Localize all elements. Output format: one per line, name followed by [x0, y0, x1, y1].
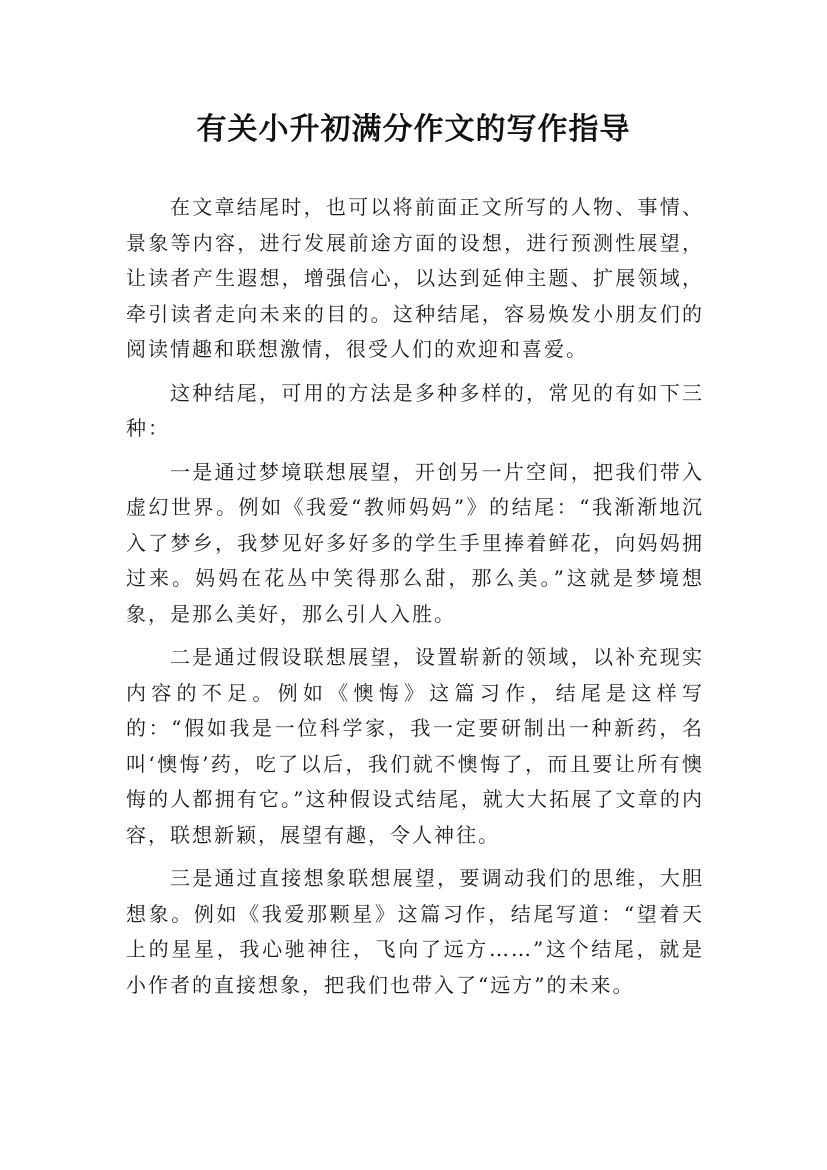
paragraph-methods: 这种结尾，可用的方法是多种多样的，常见的有如下三种： [126, 380, 704, 440]
article-body [126, 190, 704, 1011]
paragraph-dream: 一是通过梦境联想展望，开创另一片空间，把我们带入虚幻世界。例如《我爱“教师妈妈”》的结尾：“我渐渐地沉入了梦乡，我梦见好多好多的学生手里捧着鲜花，向妈妈拥过来。妈妈在花丛中笑得那么甜，那么美。”这就是梦境想象，是那么美好，那么引人入胜。 [126, 459, 704, 626]
page-title: 有关小升初满分作文的写作指导 [196, 112, 631, 147]
paragraph-intro: 在文章结尾时，也可以将前面正文所写的人物、事情、景象等内容，进行发展前途方面的设想，进行预测性展望，让读者产生遐想，增强信心，以达到延伸主题、扩展领域，牵引读者走向未来的目的。这种结尾，容易焕发小朋友们的阅读情趣和联想激情，很受人们的欢迎和喜爱。 [126, 195, 704, 361]
paragraph-hypothesis: 二是通过假设联想展望，设置崭新的领域，以补充现实内容的不足。例如《懊悔》这篇习作，结尾是这样写的：“假如我是一位科学家，我一定要研制出一种新药，名叫‘懊悔’药，吃了以后，我们就不懊悔了，而且要让所有懊悔的人都拥有它。”这种假设式结尾，就大大拓展了文章的内容，联想新颖，展望有趣，令人神往。 [126, 645, 704, 847]
paragraph-imagination: 三是通过直接想象联想展望，要调动我们的思维，大胆想象。例如《我爱那颗星》这篇习作，结尾写道：“望着天上的星星，我心驰神往，飞向了远方……”这个结尾，就是小作者的直接想象，把我们也带入了“远方”的未来。 [126, 866, 704, 997]
